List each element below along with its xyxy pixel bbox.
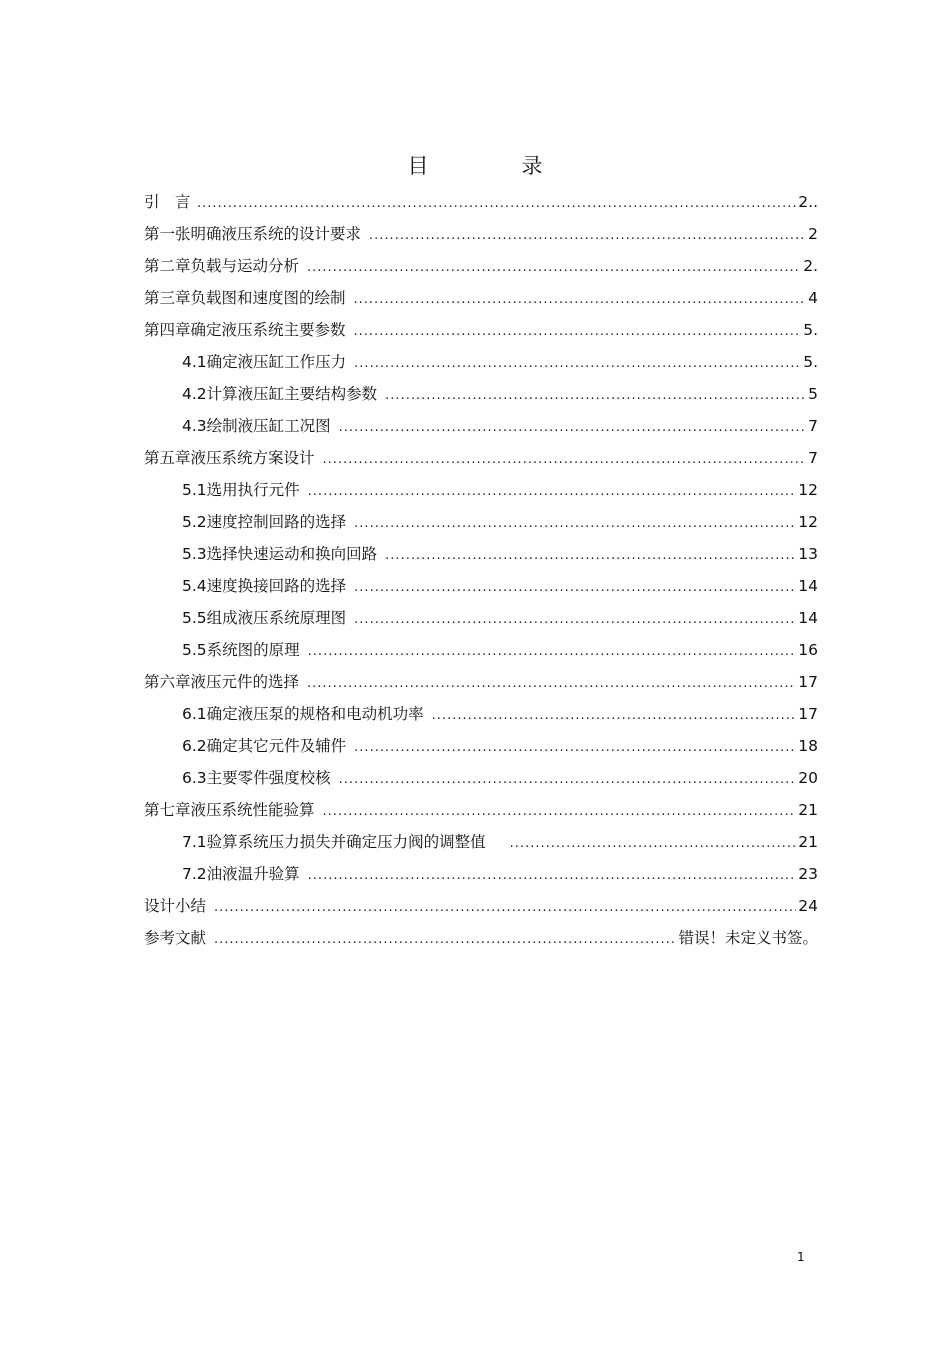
toc-entry-number: 第七章 <box>144 801 191 819</box>
toc-entry-title: 系统图的原理 <box>206 641 300 659</box>
toc-entry-page: 错误！未定义书签。 <box>678 929 818 947</box>
page-title: 目 录 <box>407 154 579 178</box>
toc-entry-chapter-6[interactable] <box>144 666 818 698</box>
dot-leader <box>308 636 797 668</box>
dot-leader <box>369 220 804 252</box>
toc-entry-title: 确定液压系统主要参数 <box>190 321 346 339</box>
toc-entry-section-5-1[interactable] <box>144 474 818 506</box>
toc-entry-title: 速度控制回路的选择 <box>206 513 347 531</box>
dot-leader <box>214 892 796 924</box>
dot-leader <box>339 412 804 444</box>
toc-entry-page: 13 <box>798 545 818 563</box>
dot-leader <box>308 860 797 892</box>
toc-entry-title: 主要零件强度校核 <box>206 769 331 787</box>
toc-entry-page: 20 <box>798 769 818 787</box>
toc-entry-chapter-3[interactable] <box>144 282 818 314</box>
dot-leader <box>307 668 796 700</box>
toc-entry-title: 液压系统方案设计 <box>190 449 315 467</box>
toc-entry-page: 17 <box>798 673 818 691</box>
dot-leader <box>432 700 797 732</box>
toc-entry-number: 5.5 <box>182 609 207 627</box>
toc-entry-number: 6.3 <box>182 769 207 787</box>
toc-entry-number: 5.1 <box>182 481 207 499</box>
toc-entry-number: 5.2 <box>182 513 207 531</box>
toc-entry-number: 7.2 <box>182 865 207 883</box>
toc-entry-page: 14 <box>798 609 818 627</box>
toc-entry-section-5-5b[interactable] <box>144 634 818 666</box>
toc-entry-page: 17 <box>798 705 818 723</box>
toc-entry-page: 21 <box>798 801 818 819</box>
dot-leader <box>307 252 801 284</box>
toc-entry-page: 7 <box>808 449 818 467</box>
toc-entry-chapter-1[interactable] <box>144 218 818 250</box>
toc-entry-page: 5. <box>803 353 818 371</box>
toc-entry-number: 6.2 <box>182 737 207 755</box>
toc-entry-chapter-7[interactable] <box>144 794 818 826</box>
dot-leader <box>214 924 676 956</box>
toc-entry-page: 12 <box>798 481 818 499</box>
toc-entry-section-6-2[interactable] <box>144 730 818 762</box>
toc-entry-title: 油液温升验算 <box>206 865 300 883</box>
dot-leader <box>354 732 796 764</box>
toc-entry-title: 选择快速运动和换向回路 <box>206 545 378 563</box>
toc-entry-title: 速度换接回路的选择 <box>206 577 347 595</box>
toc-entry-section-4-3[interactable] <box>144 410 818 442</box>
toc-entry-number: 5.5 <box>182 641 207 659</box>
dot-leader <box>339 764 797 796</box>
dot-leader <box>354 572 796 604</box>
toc-entry-title: 确定液压泵的规格和电动机功率 <box>206 705 424 723</box>
toc-entry-title: 负载图和速度图的绘制 <box>190 289 346 307</box>
toc-entry-chapter-2[interactable] <box>144 250 818 282</box>
toc-entry-title: 组成液压系统原理图 <box>206 609 347 627</box>
toc-entry-title: 绘制液压缸工况图 <box>206 417 331 435</box>
toc-entry-number: 设计小结 <box>144 897 207 915</box>
toc-entry-number: 引 言 <box>144 193 191 211</box>
dot-leader <box>308 476 797 508</box>
toc-entry-section-7-2[interactable] <box>144 858 818 890</box>
toc-entry-page: 21 <box>798 833 818 851</box>
dot-leader <box>354 284 804 316</box>
toc-entry-page: 14 <box>798 577 818 595</box>
table-of-contents <box>144 186 818 954</box>
dot-leader <box>385 540 796 572</box>
toc-entry-title: 液压系统性能验算 <box>190 801 315 819</box>
dot-leader <box>323 796 797 828</box>
toc-entry-number: 7.1 <box>182 833 207 851</box>
toc-entry-title: 验算系统压力损失并确定压力阀的调整值 <box>206 833 486 851</box>
toc-entry-number: 参考文献 <box>144 929 207 947</box>
dot-leader <box>354 316 802 348</box>
dot-leader <box>323 444 804 476</box>
toc-entry-page: 23 <box>798 865 818 883</box>
toc-entry-number: 5.4 <box>182 577 207 595</box>
toc-entry-section-6-1[interactable] <box>144 698 818 730</box>
toc-entry-number: 第六章 <box>144 673 191 691</box>
toc-entry-section-4-1[interactable] <box>144 346 818 378</box>
toc-entry-title: 液压元件的选择 <box>190 673 300 691</box>
toc-entry-number: 4.2 <box>182 385 207 403</box>
toc-entry-page: 7 <box>808 417 818 435</box>
dot-leader <box>385 380 804 412</box>
toc-entry-page: 5 <box>808 385 818 403</box>
toc-entry-number: 第一张 <box>144 225 191 243</box>
toc-entry-page: 4 <box>808 289 818 307</box>
toc-entry-page: 2.. <box>798 193 818 211</box>
toc-entry-title: 负载与运动分析 <box>190 257 300 275</box>
dot-leader <box>354 508 796 540</box>
toc-entry-references[interactable] <box>144 922 818 954</box>
toc-entry-number: 第三章 <box>144 289 191 307</box>
toc-entry-page: 16 <box>798 641 818 659</box>
toc-entry-introduction[interactable] <box>144 186 818 218</box>
toc-entry-title: 确定其它元件及辅件 <box>206 737 347 755</box>
toc-entry-title: 明确液压系统的设计要求 <box>190 225 362 243</box>
dot-leader <box>354 604 796 636</box>
toc-entry-title: 确定液压缸工作压力 <box>206 353 347 371</box>
toc-entry-number: 6.1 <box>182 705 207 723</box>
dot-leader <box>354 348 801 380</box>
toc-entry-number: 第五章 <box>144 449 191 467</box>
toc-entry-number: 第二章 <box>144 257 191 275</box>
toc-entry-section-5-2[interactable] <box>144 506 818 538</box>
toc-entry-section-7-1[interactable] <box>144 826 818 858</box>
toc-entry-chapter-5[interactable] <box>144 442 818 474</box>
toc-entry-title: 计算液压缸主要结构参数 <box>206 385 378 403</box>
toc-entry-page: 2. <box>803 257 818 275</box>
toc-entry-page: 24 <box>798 897 818 915</box>
dot-leader <box>197 188 796 220</box>
toc-entry-chapter-4[interactable] <box>144 314 818 346</box>
dot-leader <box>510 828 797 860</box>
toc-entry-page: 2 <box>808 225 818 243</box>
toc-entry-number: 第四章 <box>144 321 191 339</box>
toc-entry-section-5-3[interactable] <box>144 538 818 570</box>
toc-entry-section-5-4[interactable] <box>144 570 818 602</box>
toc-entry-number: 4.1 <box>182 353 207 371</box>
toc-entry-section-5-5[interactable] <box>144 602 818 634</box>
toc-entry-section-6-3[interactable] <box>144 762 818 794</box>
toc-entry-page: 5. <box>803 321 818 339</box>
toc-entry-page: 18 <box>798 737 818 755</box>
toc-entry-number: 5.3 <box>182 545 207 563</box>
toc-entry-section-4-2[interactable] <box>144 378 818 410</box>
toc-entry-number: 4.3 <box>182 417 207 435</box>
toc-entry-summary[interactable] <box>144 890 818 922</box>
page-number: 1 <box>797 1250 805 1264</box>
toc-entry-page: 12 <box>798 513 818 531</box>
toc-entry-title: 选用执行元件 <box>206 481 300 499</box>
